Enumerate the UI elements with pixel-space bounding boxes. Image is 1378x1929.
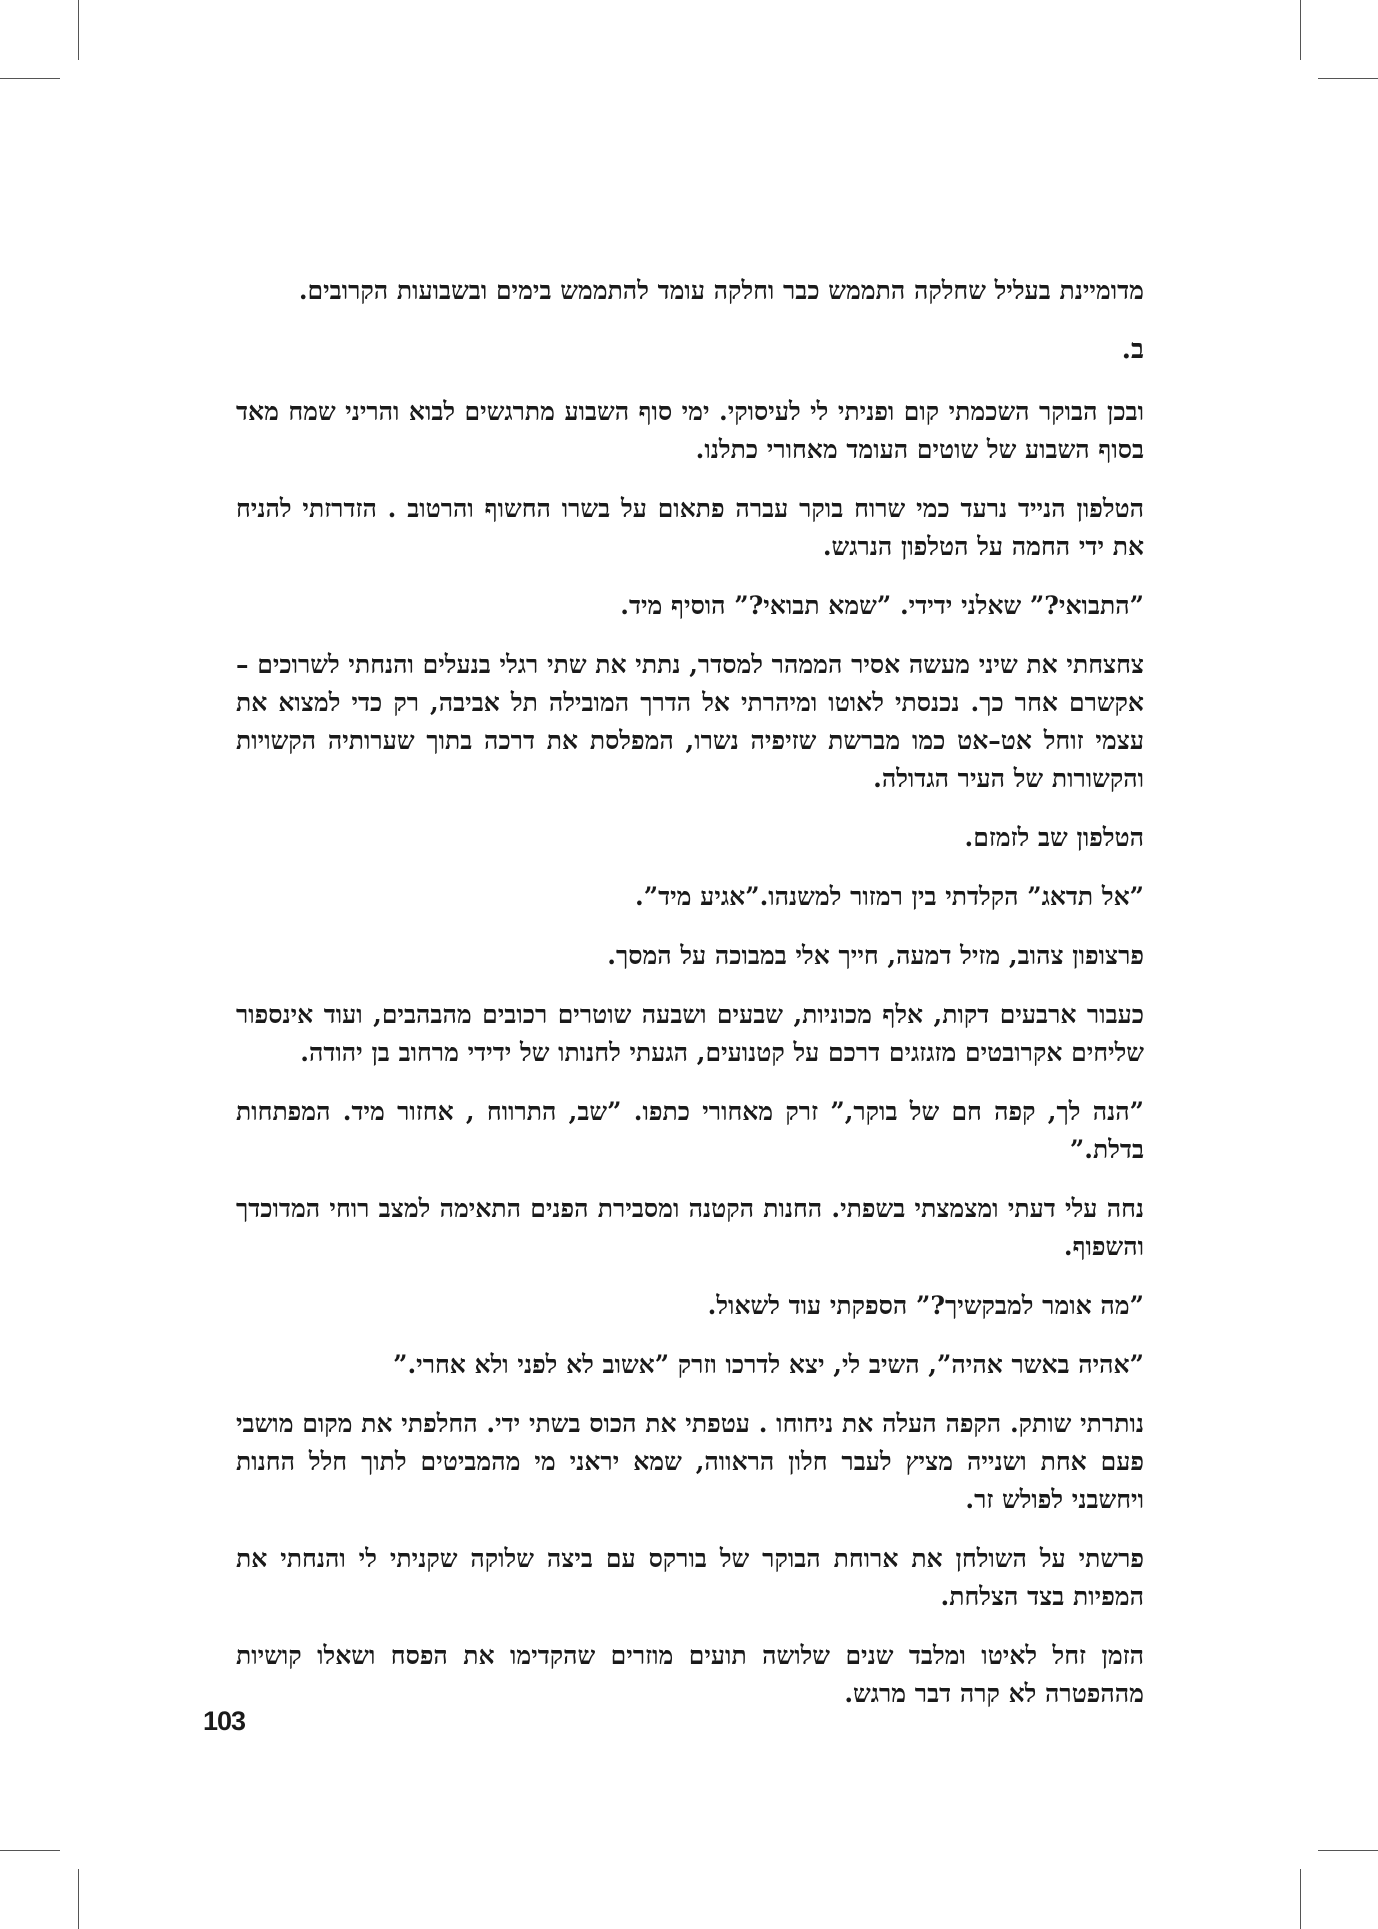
paragraph: ”אל תדאג” הקלדתי בין רמזור למשנהו.”אגיע מיד”.	[635, 882, 1144, 911]
crop-mark	[1300, 1869, 1301, 1929]
paragraph: הטלפון הנייד נרעד כמי שרוח בוקר עברה פתאום על בשרו החשוף והרטוב . הזדרזתי להניח את ידי החמה על הטלפון הנרגש.	[236, 494, 1144, 561]
paragraph: כעבור ארבעים דקות, אלף מכוניות, שבעים ושבעה שוטרים רכובים מהבהבים, ועוד אינספור שליחים אקרובטים מזגזגים דרכם על קטנועים, הגעתי לחנותו של ידידי מרחוב בן יהודה.	[236, 1000, 1144, 1067]
section-heading: ב.	[1121, 334, 1144, 365]
page-number: 103	[203, 1706, 246, 1736]
crop-mark	[0, 78, 60, 79]
paragraph: פרצופון צהוב, מזיל דמעה, חייך אלי במבוכה על המסך.	[607, 941, 1144, 970]
paragraph: ”התבואי?” שאלני ידידי. ”שמא תבואי?” הוסיף מיד.	[620, 591, 1144, 620]
crop-mark	[78, 0, 79, 60]
crop-mark	[1300, 0, 1301, 60]
paragraph: ובכן הבוקר השכמתי קום ופניתי לי לעיסוקי. ימי סוף השבוע מתרגשים לבוא והריני שמח מאד בסוף השבוע של שוטים העומד מאחורי כתלנו.	[236, 397, 1144, 464]
paragraph: ”מה אומר למבקשיך?” הספקתי עוד לשאול.	[707, 1291, 1144, 1320]
crop-mark	[0, 1850, 60, 1851]
paragraph: צחצחתי את שיני מעשה אסיר הממהר למסדר, נתתי את שתי רגלי בנעלים והנחתי לשרוכים – אקשרם אחר כך. נכנסתי לאוטו ומיהרתי אל הדרך המובילה תל אביבה, רק כדי למצוא את עצמי זוחל אט–אט כמו מברשת שזיפיה נשרו, המפלסת את דרכה בתוך שערותיה הקשויות והקשורות של העיר הגדולה.	[236, 650, 1144, 793]
paragraph: מדומיינת בעליל שחלקה התממש כבר וחלקה עומד להתממש בימים ובשבועות הקרובים.	[298, 276, 1144, 305]
paragraph: ”אהיה באשר אהיה”, השיב לי, יצא לדרכו וזרק ”אשוב לא לפני ולא אחרי.”	[393, 1350, 1144, 1379]
paragraph: הטלפון שב לזמזם.	[964, 823, 1144, 852]
page-body	[236, 272, 1144, 1734]
crop-mark	[1318, 78, 1378, 79]
paragraph: נחה עלי דעתי ומצמצתי בשפתי. החנות הקטנה ומסבירת הפנים התאימה למצב רוחי המדוכדך והשפוף.	[236, 1194, 1144, 1261]
paragraph: פרשתי על השולחן את ארוחת הבוקר של בורקס עם ביצה שלוקה שקניתי לי והנחתי את המפיות בצד הצלחת.	[236, 1544, 1144, 1611]
crop-mark	[1318, 1850, 1378, 1851]
paragraph: נותרתי שותק. הקפה העלה את ניחוחו . עטפתי את הכוס בשתי ידי. החלפתי את מקום מושבי פעם אחת ושנייה מציץ לעבר חלון הראווה, שמא יראני מי מהמביטים לתוך חלל החנות ויחשבני לפולש זר.	[236, 1409, 1144, 1514]
paragraph: הזמן זחל לאיטו ומלבד שנים שלושה תועים מוזרים שהקדימו את הפסח ושאלו קושיות מההפטרה לא קרה דבר מרגש.	[236, 1641, 1144, 1708]
paragraph: ”הנה לך, קפה חם של בוקר,” זרק מאחורי כתפו. ”שב, התרווח , אחזור מיד. המפתחות בדלת.”	[236, 1097, 1144, 1164]
crop-mark	[78, 1869, 79, 1929]
